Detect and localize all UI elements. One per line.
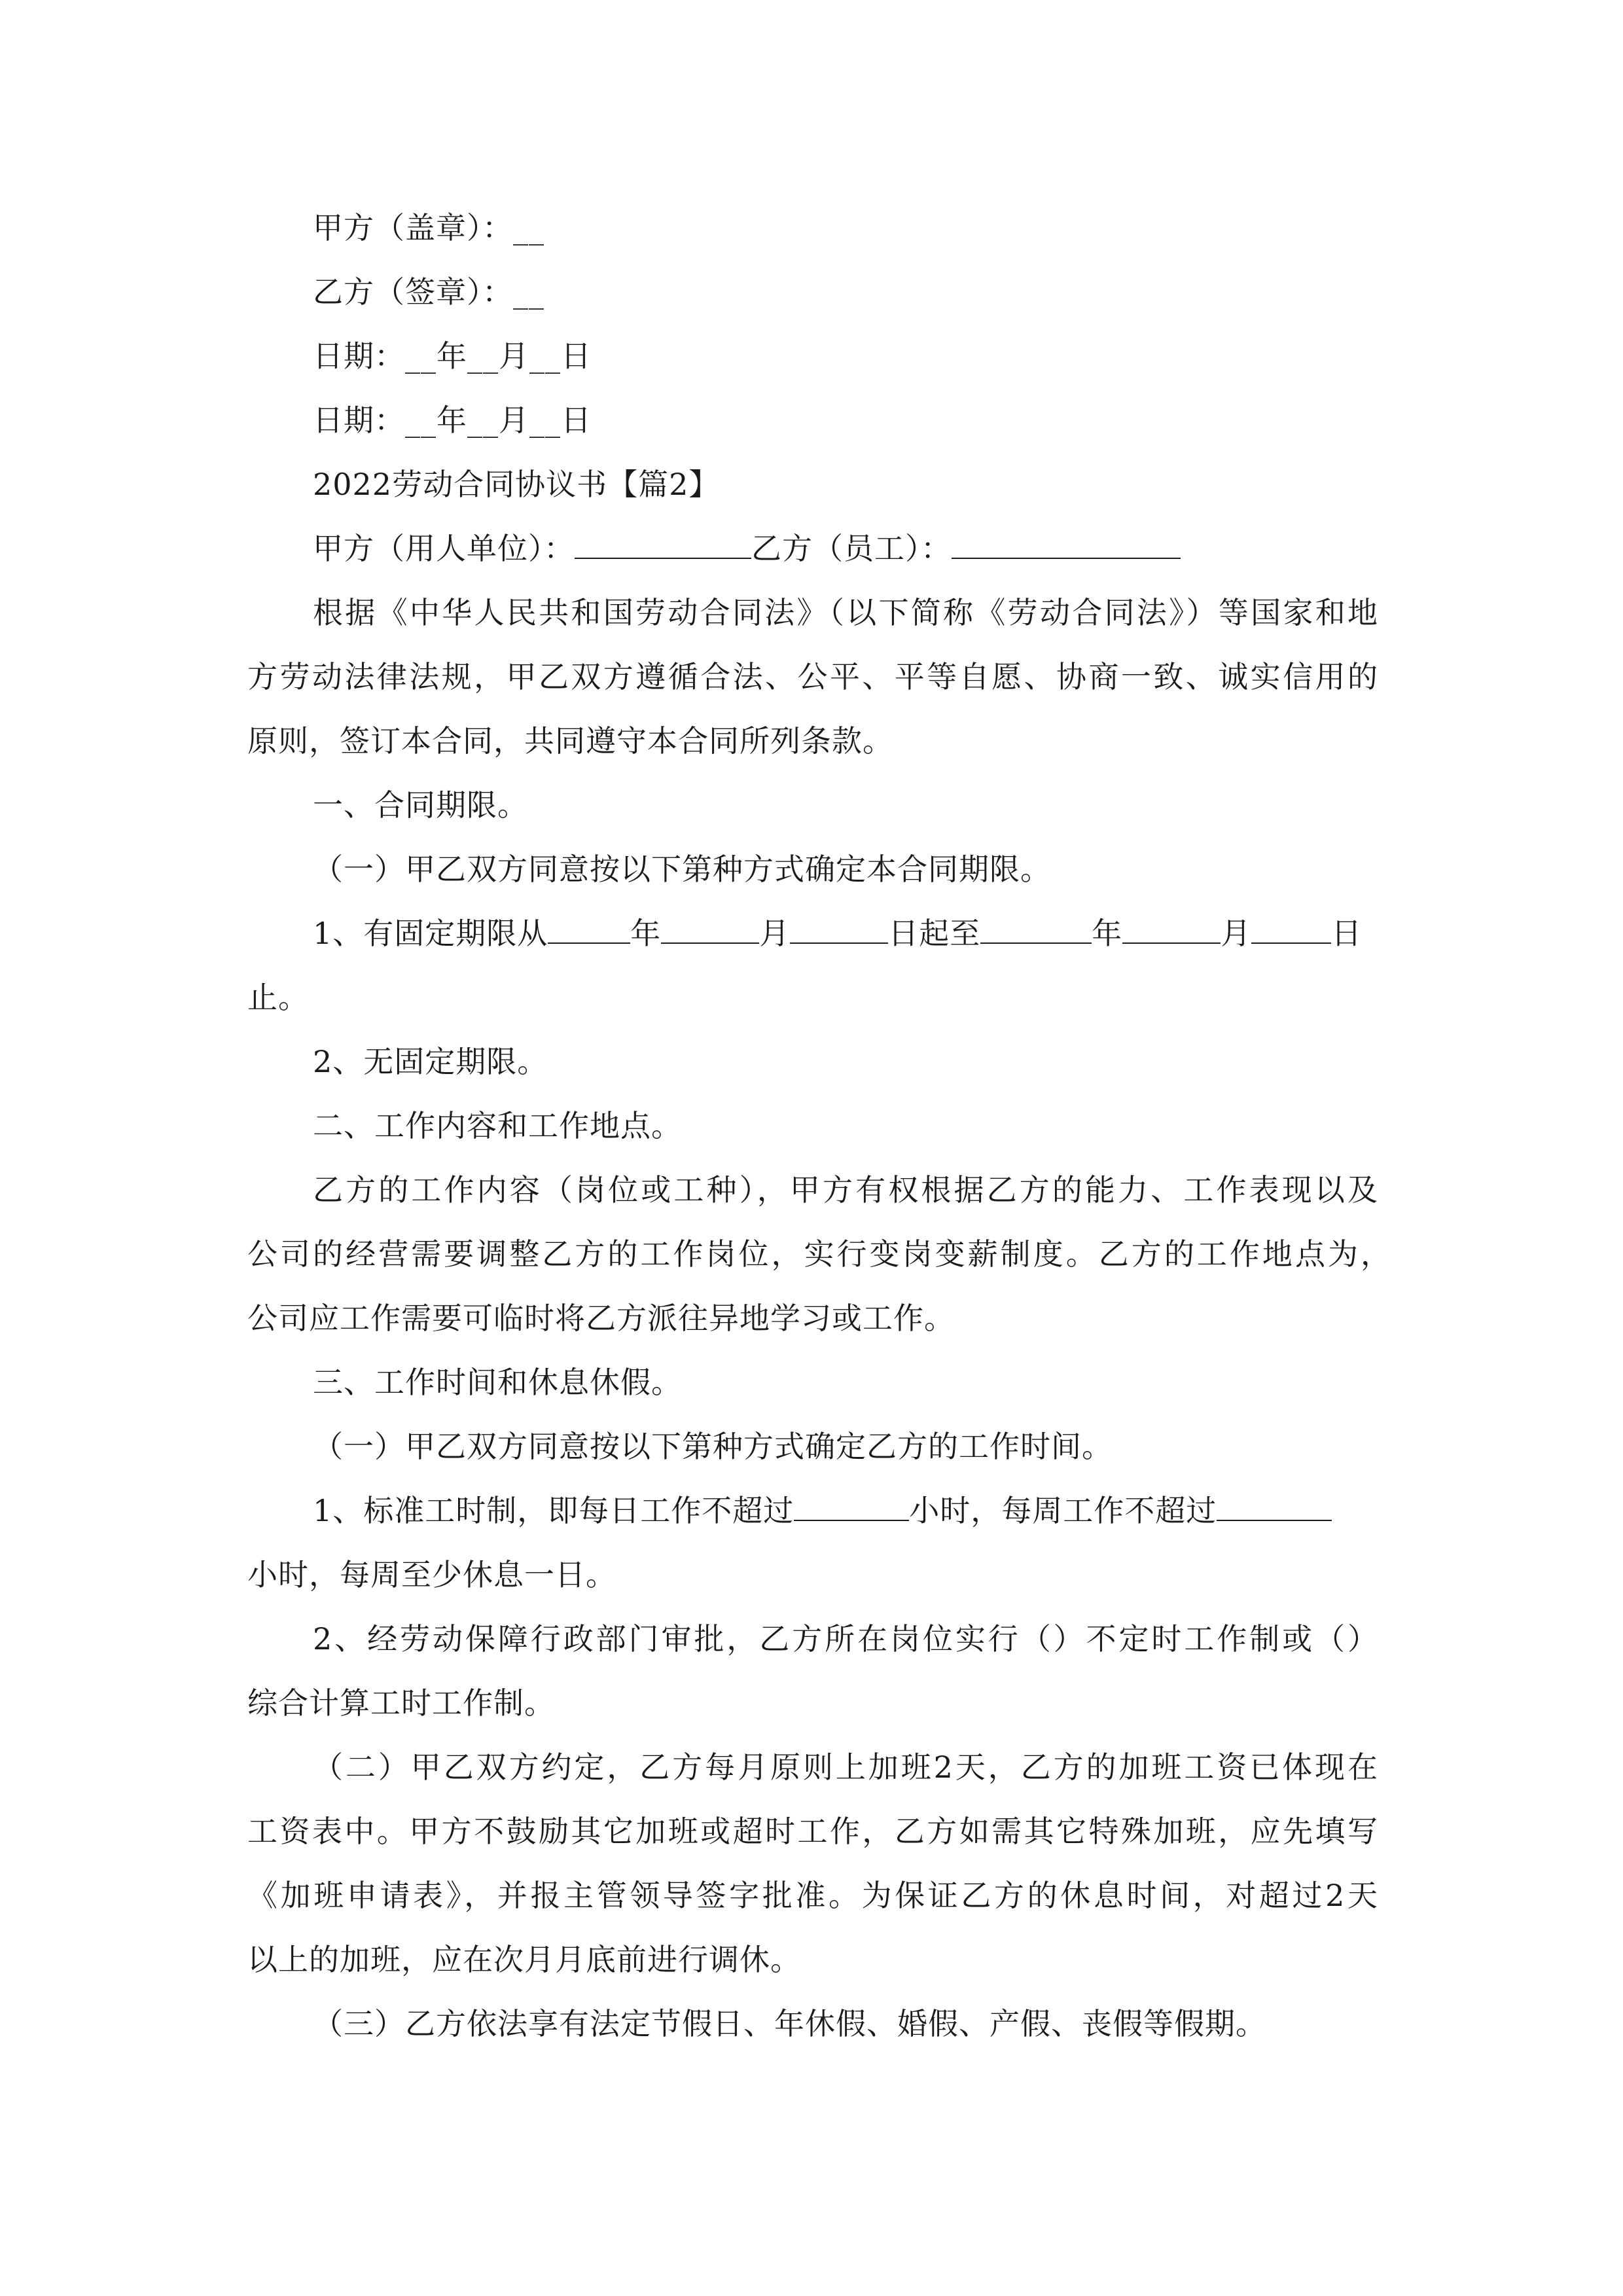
section1-sub1: （一）甲乙双方同意按以下第种方式确定本合同期限。 [313, 852, 1051, 887]
intro-line-3: 原则，签订本合同，共同遵守本合同所列条款。 [247, 723, 893, 759]
party-b-blank [952, 529, 1181, 559]
party-a-blank [575, 529, 751, 559]
section3-sub2-line-4: 以上的加班，应在次月月底前进行调休。 [247, 1942, 801, 1977]
blank-day-to [1251, 914, 1331, 944]
section2-line-1: 乙方的工作内容（岗位或工种），甲方有权根据乙方的能力、工作表现以及 [313, 1172, 1378, 1208]
blank-year-from [548, 914, 630, 944]
item1-month: 月 [759, 916, 791, 951]
party-b-label: 乙方（员工）： [751, 531, 952, 566]
section3-sub2-line-3: 《加班申请表》，并报主管领导签字批准。为保证乙方的休息时间，对超过2天 [247, 1878, 1378, 1913]
item1-year: 年 [630, 916, 662, 951]
item1-day-from: 日起至 [888, 916, 981, 951]
party-b-sign-line: 乙方（签章）：__ [313, 274, 544, 310]
party-a-seal-line: 甲方（盖章）：__ [313, 210, 544, 245]
blank-weekly-hours [1217, 1491, 1332, 1521]
item1-prefix: 1、有固定期限从 [313, 916, 548, 951]
section3-sub2-line-1: （二）甲乙双方约定，乙方每月原则上加班2天，乙方的加班工资已体现在 [313, 1749, 1378, 1785]
section3-item2-line-1: 2、经劳动保障行政部门审批，乙方所在岗位实行（）不定时工作制或（） [313, 1621, 1378, 1657]
blank-day-from [790, 914, 888, 944]
section2-line-2: 公司的经营需要调整乙方的工作岗位，实行变岗变薪制度。乙方的工作地点为， [247, 1236, 1391, 1272]
section1-item2: 2、无固定期限。 [313, 1044, 548, 1079]
item1-month2: 月 [1221, 916, 1252, 951]
date-b-line: 日期：__年__月__日 [313, 403, 592, 438]
intro-line-2: 方劳动法律法规，甲乙双方遵循合法、公平、平等自愿、协商一致、诚实信用的 [247, 659, 1378, 694]
blank-year-to [980, 914, 1092, 944]
item1-day2: 日 [1331, 916, 1363, 951]
blank-month-from [661, 914, 759, 944]
section1-item1-line [313, 914, 1362, 953]
date-a-line: 日期：__年__月__日 [313, 338, 592, 374]
item1-hours-mid: 小时，每周工作不超过 [909, 1493, 1217, 1528]
section3-sub3: （三）乙方依法享有法定节假日、年休假、婚假、产假、丧假等假期。 [313, 2006, 1266, 2041]
item1-year2: 年 [1092, 916, 1123, 951]
section3-item2-line-2: 综合计算工时工作制。 [247, 1685, 555, 1721]
item1-hours-prefix: 1、标准工时制，即每日工作不超过 [313, 1493, 794, 1528]
section3-title: 三、工作时间和休息休假。 [313, 1365, 682, 1400]
section2-title: 二、工作内容和工作地点。 [313, 1108, 682, 1143]
section2-line-3: 公司应工作需要可临时将乙方派往异地学习或工作。 [247, 1300, 955, 1336]
intro-line-1: 根据《中华人民共和国劳动合同法》（以下简称《劳动合同法》）等国家和地 [313, 595, 1378, 630]
blank-daily-hours [794, 1491, 909, 1521]
blank-month-to [1122, 914, 1221, 944]
section3-item1-line-2: 小时，每周至少休息一日。 [247, 1557, 616, 1592]
party-a-label: 甲方（用人单位）： [313, 531, 575, 566]
section3-sub1: （一）甲乙双方同意按以下第种方式确定乙方的工作时间。 [313, 1429, 1113, 1464]
parties-line [313, 529, 1181, 568]
section1-title: 一、合同期限。 [313, 787, 528, 823]
section-heading: 2022劳动合同协议书【篇2】 [313, 467, 720, 502]
section3-item1-line [313, 1491, 1332, 1530]
section3-sub2-line-2: 工资表中。甲方不鼓励其它加班或超时工作，乙方如需其它特殊加班，应先填写 [247, 1814, 1378, 1849]
section1-item1-end: 止。 [247, 980, 309, 1015]
